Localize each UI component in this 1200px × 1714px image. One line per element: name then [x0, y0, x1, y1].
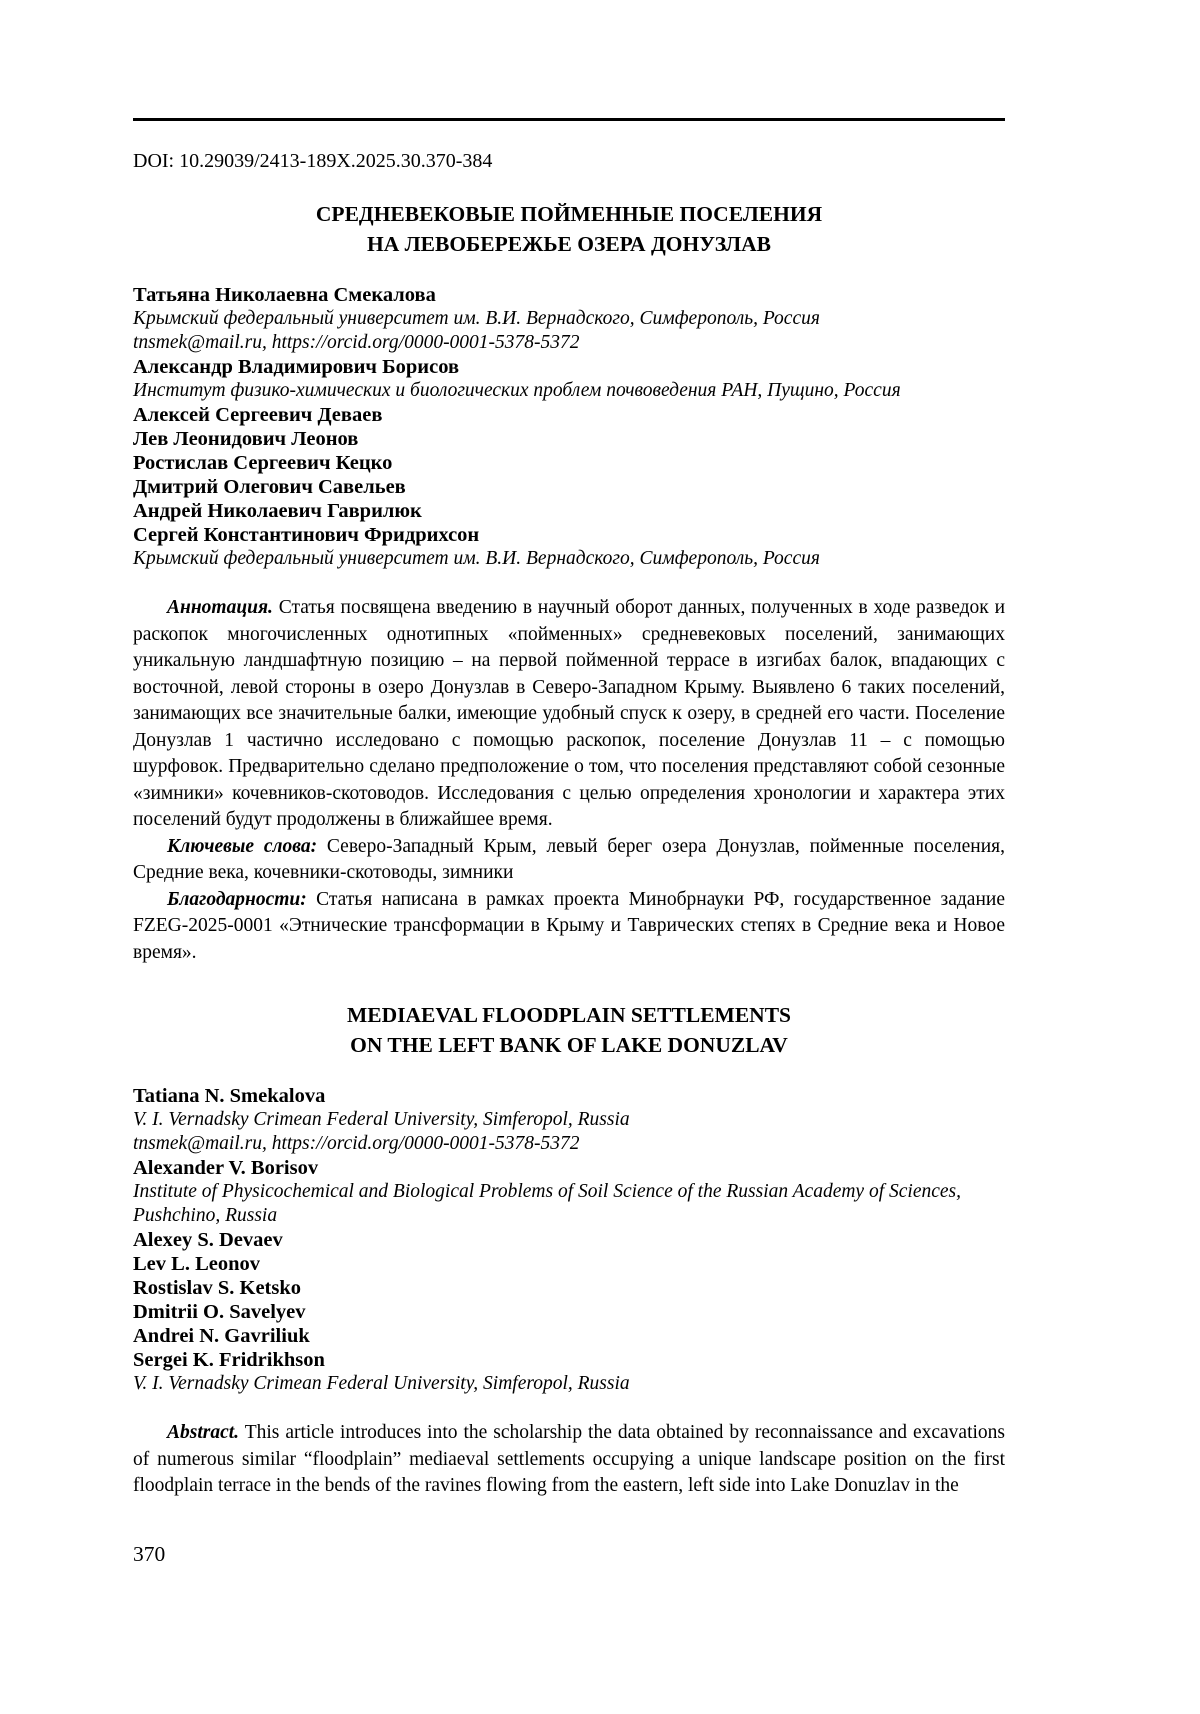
author-name: Lev L. Leonov [133, 1253, 260, 1275]
author-contact: tnsmek@mail.ru, https://orcid.org/0000-0001-5378-5372 [133, 332, 580, 353]
author-name: Алексей Сергеевич Деваев [133, 404, 383, 426]
author-affiliation: Крымский федеральный университет им. В.И. Вернадского, Симферополь, Россия [133, 548, 820, 569]
abstract-label: Abstract. [167, 1422, 240, 1443]
annotation-paragraph [133, 595, 1005, 834]
author-name: Sergei K. Fridrikhson [133, 1349, 325, 1371]
title-english-line2: ON THE LEFT BANK OF LAKE DONUZLAV [350, 1033, 788, 1057]
title-english [133, 1000, 1005, 1060]
title-english-line1: MEDIAEVAL FLOODPLAIN SETTLEMENTS [346, 1003, 792, 1027]
author-affiliation: V. I. Vernadsky Crimean Federal University, Simferopol, Russia [133, 1109, 630, 1130]
page-number: 370 [133, 1542, 166, 1566]
keywords-paragraph [133, 834, 1005, 887]
author-affiliation: V. I. Vernadsky Crimean Federal University, Simferopol, Russia [133, 1373, 630, 1394]
author-affiliation: Institute of Physicochemical and Biological Problems of Soil Science of the Russian Academy of Sciences, Pushchino, Russia [133, 1181, 962, 1226]
author-name: Ростислав Сергеевич Кецко [133, 452, 393, 474]
author-name: Dmitrii O. Savelyev [133, 1301, 306, 1323]
keywords-label: Ключевые слова: [167, 835, 318, 857]
acknowledgements-label: Благодарности: [167, 888, 307, 910]
author-name: Андрей Николаевич Гаврилюк [133, 500, 422, 522]
abstract-text: This article introduces into the scholarship the data obtained by reconnaissance and excavations of numerous similar “floodplain” mediaeval settlements occupying a unique landscape position on the first floodplain terrace in the bends of the ravines flowing from the eastern, left side into Lake Donuzlav in the [133, 1422, 1006, 1496]
author-contact: tnsmek@mail.ru, https://orcid.org/0000-0001-5378-5372 [133, 1133, 580, 1154]
author-name: Alexander V. Borisov [133, 1157, 319, 1179]
title-russian [133, 199, 1005, 259]
author-name: Дмитрий Олегович Савельев [133, 476, 406, 498]
author-name: Rostislav S. Ketsko [133, 1277, 302, 1299]
author-name: Alexey S. Devaev [133, 1229, 283, 1251]
author-name: Лев Леонидович Леонов [133, 428, 359, 450]
author-name: Александр Владимирович Борисов [133, 356, 460, 378]
doi-line: DOI: 10.29039/2413-189X.2025.30.370-384 [133, 150, 493, 172]
annotation-label: Аннотация. [167, 597, 273, 618]
abstract-paragraph [133, 1420, 1005, 1500]
title-russian-line1: СРЕДНЕВЕКОВЫЕ ПОЙМЕННЫЕ ПОСЕЛЕНИЯ [315, 202, 823, 226]
author-name: Tatiana N. Smekalova [133, 1085, 326, 1107]
author-name: Andrei N. Gavriliuk [133, 1325, 310, 1347]
title-russian-line2: НА ЛЕВОБЕРЕЖЬЕ ОЗЕРА ДОНУЗЛАВ [367, 232, 771, 256]
authors-english [133, 1084, 1005, 1396]
author-affiliation: Крымский федеральный университет им. В.И. Вернадского, Симферополь, Россия [133, 308, 820, 329]
header-rule [133, 118, 1005, 121]
keywords-text: Северо-Западный Крым, левый берег озера Донузлав, пойменные поселения, Средние века, кочевники-скотоводы, зимники [133, 835, 1005, 883]
authors-russian [133, 283, 1005, 571]
author-name: Сергей Константинович Фридрихсон [133, 524, 480, 546]
author-affiliation: Институт физико-химических и биологических проблем почвоведения РАН, Пущино, Россия [133, 380, 901, 401]
page-content [133, 0, 1005, 1500]
author-name: Татьяна Николаевна Смекалова [133, 284, 436, 306]
annotation-text: Статья посвящена введению в научный оборот данных, полученных в ходе разведок и раскопок многочисленных однотипных «пойменных» средневековых поселений, занимающих уникальную ландшафтную позицию – на первой пойменной террасе в изгибах балок, впадающих с восточной, левой стороны в озеро Донузлав в Северо-Западном Крыму. Выявлено 6 таких поселений, занимающих все значительные балки, имеющие удобный спуск к озеру, в средней его части. Поселение Донузлав 1 частично исследовано с помощью раскопок, поселение Донузлав 11 – с помощью шурфовок. Предварительно сделано предположение о том, что поселения представляют собой сезонные «зимники» кочевников-скотоводов. Исследования с целью определения хронологии и характера этих поселений будут продолжены в ближайшее время. [133, 597, 1005, 830]
acknowledgements-text: Статья написана в рамках проекта Минобрнауки РФ, государственное задание FZEG-2025-0001 «Этнические трансформации в Крыму и Таврических степях в Средние века и Новое время». [133, 888, 1005, 963]
acknowledgements-paragraph [133, 887, 1005, 967]
